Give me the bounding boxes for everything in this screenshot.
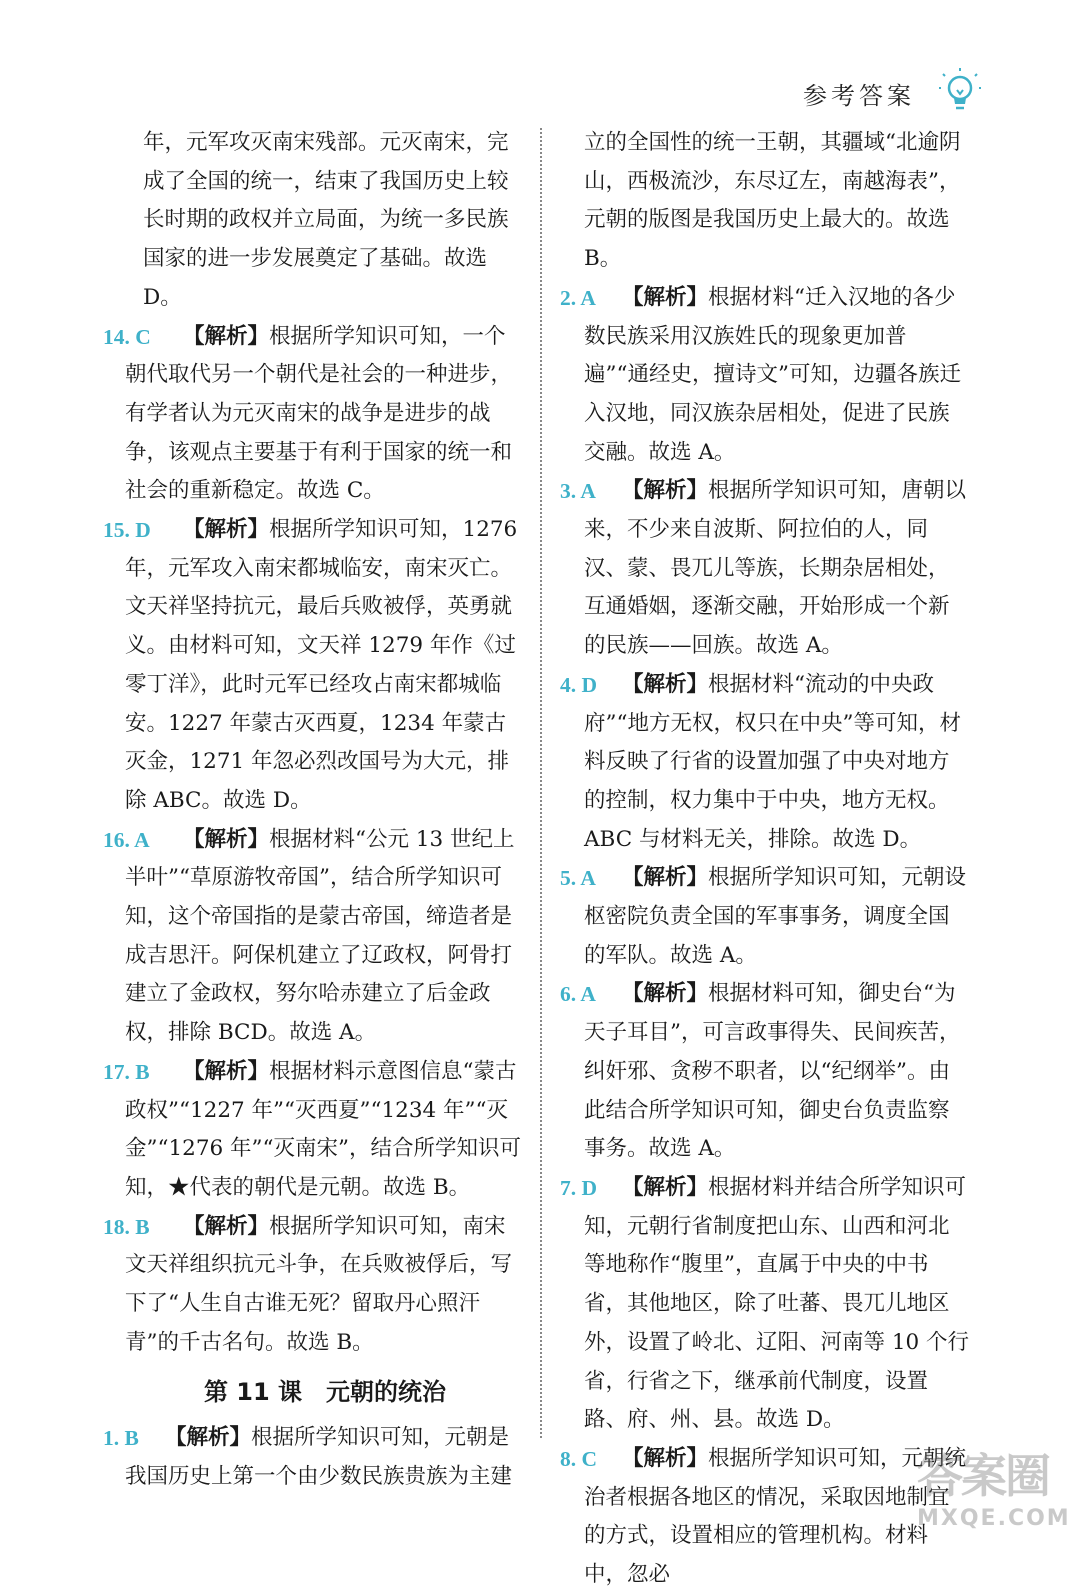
right-column: [560, 124, 970, 1595]
answer-item: [560, 859, 970, 975]
answer-number: 3. A: [560, 479, 596, 504]
answer-item: [560, 1440, 970, 1595]
answer-text: 根据所学知识可知，元朝统治者根据各地区的情况，采取因地制宜的方式，设置相应的管理机构。材料中，忽必: [584, 1445, 967, 1588]
answer-number: 2. A: [560, 285, 596, 310]
watermark-bottom: MXQE.COM: [917, 1506, 1071, 1531]
analysis-tag: 【解析】: [183, 1058, 270, 1084]
analysis-tag: 【解析】: [183, 826, 270, 852]
answer-text: 根据材料示意图信息“蒙古政权”“1227 年”“灭西夏”“1234 年”“灭金”“1276 年”“灭南宋”，结合所学知识可知，★代表的朝代是元朝。故选 B。: [125, 1058, 522, 1200]
answer-text: 根据材料并结合所学知识可知，元朝行省制度把山东、山西和河北等地称作“腹里”，直属于中央的中书省，其他地区，除了吐蕃、畏兀儿地区外，设置了岭北、辽阳、河南等 10 个行省，行省之下，继承前代制度，设置路、府、州、县。故选 D。: [584, 1174, 970, 1433]
answer-text: 根据材料“公元 13 世纪上半叶”“草原游牧帝国”，结合所学知识可知，这个帝国指的是蒙古帝国，缔造者是成吉思汗。阿保机建立了辽政权，阿骨打建立了金政权，努尔哈赤建立了后金政权，排除 BCD。故选 A。: [125, 826, 515, 1046]
answer-item: [103, 821, 525, 1053]
answer-item: [103, 1419, 525, 1496]
answer-text: 根据所学知识可知，南宋文天祥组织抗元斗争，在兵败被俘后，写下了“人生自古谁无死？留取丹心照汗青”的千古名句。故选 B。: [125, 1213, 513, 1355]
answer-text: 根据所学知识可知，元朝设枢密院负责全国的军事事务，调度全国的军队。故选 A。: [584, 865, 967, 968]
answer-item: [560, 472, 970, 666]
answer-number: 4. D: [560, 672, 598, 697]
watermark-top: 答案圈: [917, 1449, 1049, 1503]
column-divider: [540, 128, 542, 1438]
lesson-title: 第 11 课 元朝的统治: [203, 1377, 447, 1406]
answer-number: 17. B: [103, 1059, 150, 1084]
analysis-tag: 【解析】: [183, 517, 270, 543]
page-header: [0, 0, 1083, 130]
analysis-tag: 【解析】: [622, 671, 709, 697]
analysis-tag: 【解析】: [622, 284, 709, 310]
answer-number: 14. C: [103, 324, 151, 349]
analysis-tag: 【解析】: [622, 865, 709, 891]
analysis-tag: 【解析】: [165, 1425, 252, 1451]
analysis-tag: 【解析】: [622, 981, 709, 1007]
answer-item: [560, 975, 970, 1169]
answer-text: 根据材料可知，御史台“为天子耳目”，可言政事得失、民间疾苦，纠奸邪、贪秽不职者，以“纪纲举”。由此结合所学知识可知，御史台负责监察事务。故选 A。: [584, 981, 961, 1162]
answer-item: [560, 666, 970, 860]
analysis-tag: 【解析】: [622, 478, 709, 504]
answer-number: 15. D: [103, 518, 151, 543]
answer-number: 5. A: [560, 866, 596, 891]
answer-text: 根据所学知识可知，一个朝代取代另一个朝代是社会的一种进步，有学者认为元灭南宋的战争是进步的战争，该观点主要基于有利于国家的统一和社会的重新稳定。故选 C。: [125, 323, 513, 504]
answer-text: 根据材料“流动的中央政府”“地方无权，权只在中央”等可知，材料反映了行省的设置加强了中央对地方的控制，权力集中于中央，地方无权。ABC 与材料无关，排除。故选 D。: [584, 671, 961, 852]
lightbulb-icon: [939, 68, 981, 116]
analysis-tag: 【解析】: [622, 1445, 709, 1471]
answer-number: 18. B: [103, 1214, 150, 1239]
answer-number: 1. B: [103, 1426, 139, 1451]
analysis-tag: 【解析】: [183, 1213, 270, 1239]
answer-text: 根据所学知识可知，唐朝以来，不少来自波斯、阿拉伯的人，同汉、蒙、畏兀儿等族，长期杂居相处，互通婚姻，逐渐交融，开始形成一个新的民族——回族。故选 A。: [584, 478, 967, 659]
answer-number: 16. A: [103, 827, 150, 852]
left-column: [103, 124, 525, 1497]
answer-text: 根据所学知识可知，1276 年，元军攻入南宋都城临安，南宋灭亡。文天祥坚持抗元，最后兵败被俘，英勇就义。由材料可知，文天祥 1279 年作《过零丁洋》，此时元军已经攻占南宋都城临安。1227 年蒙古灭西夏，1234 年蒙古灭金，1271 年忽必烈改国号为大元，排除 ABC。故选 D。: [125, 517, 518, 813]
left-lead-text: 年，元军攻灭南宋残部。元灭南宋，完成了全国的统一，结束了我国历史上较长时期的政权并立局面，为统一多民族国家的进一步发展奠定了基础。故选 D。: [143, 130, 509, 310]
analysis-tag: 【解析】: [183, 323, 270, 349]
watermark-logo: [917, 1440, 1077, 1530]
answer-number: 7. D: [560, 1175, 598, 1200]
answer-text: 根据所学知识可知，元朝是我国历史上第一个由少数民族贵族为主建: [125, 1425, 513, 1489]
answer-item: [103, 1208, 525, 1363]
answer-item: [560, 1169, 970, 1440]
answer-item: [560, 279, 970, 473]
answer-number: 6. A: [560, 982, 596, 1007]
header-title: 参考答案: [803, 82, 915, 110]
right-lead-text: 立的全国性的统一王朝，其疆域“北逾阴山，西极流沙，东尽辽左，南越海表”，元朝的版图是我国历史上最大的。故选 B。: [584, 130, 961, 272]
answer-item: [103, 318, 525, 512]
answer-item: [103, 511, 525, 821]
analysis-tag: 【解析】: [622, 1174, 709, 1200]
answer-item: [103, 1053, 525, 1208]
answer-number: 8. C: [560, 1446, 598, 1471]
answer-text: 根据材料“迁入汉地的各少数民族采用汉族姓氏的现象更加普遍”“通经史，擅诗文”可知，边疆各族迁入汉地，同汉族杂居相处，促进了民族交融。故选 A。: [584, 284, 961, 465]
